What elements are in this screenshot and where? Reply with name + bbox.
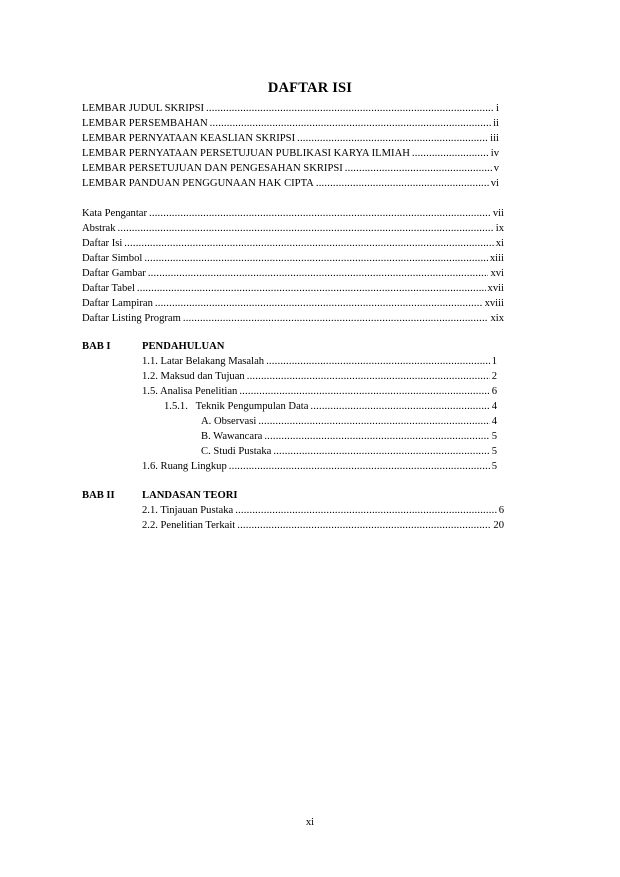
toc-entry-label: LEMBAR PERNYATAAN PERSETUJUAN PUBLIKASI KARYA ILMIAH bbox=[82, 148, 410, 159]
chapter-label: BAB II bbox=[82, 490, 115, 501]
leader-dots bbox=[118, 222, 494, 235]
chapter-title: PENDAHULUAN bbox=[142, 341, 225, 352]
leader-dots bbox=[247, 370, 490, 383]
leader-dots bbox=[258, 415, 489, 428]
toc-entry-label: 2.1. Tinjauan Pustaka bbox=[142, 505, 234, 516]
toc-entry-page: vi bbox=[490, 178, 499, 189]
toc-entry bbox=[82, 267, 504, 280]
toc-entry-label: B. Wawancara bbox=[201, 431, 263, 442]
toc-entry bbox=[82, 252, 504, 265]
leader-dots bbox=[264, 430, 489, 443]
toc-entry bbox=[142, 460, 497, 473]
leader-dots bbox=[316, 177, 489, 190]
leader-dots bbox=[124, 237, 493, 250]
toc-entry bbox=[82, 132, 499, 145]
toc-entry-label: Daftar Isi bbox=[82, 238, 123, 249]
toc-entry-label: 1.6. Ruang Lingkup bbox=[142, 461, 227, 472]
toc-entry-label: LEMBAR PERSETUJUAN DAN PENGESAHAN SKRIPSI bbox=[82, 163, 343, 174]
toc-entry bbox=[142, 370, 497, 383]
toc-entry bbox=[82, 237, 504, 250]
toc-entry-page: v bbox=[493, 163, 499, 174]
toc-entry-page: 2 bbox=[491, 371, 497, 382]
leader-dots bbox=[345, 162, 492, 175]
toc-entry-label: LEMBAR PERSEMBAHAN bbox=[82, 118, 208, 129]
toc-entry-label: Kata Pengantar bbox=[82, 208, 148, 219]
toc-entry-page: xviii bbox=[484, 298, 504, 309]
toc-entry-label: A. Observasi bbox=[201, 416, 257, 427]
toc-entry bbox=[82, 312, 504, 325]
leader-dots bbox=[273, 445, 489, 458]
toc-entry bbox=[201, 430, 497, 443]
toc-entry-label: C. Studi Pustaka bbox=[201, 446, 272, 457]
toc-entry bbox=[82, 222, 504, 235]
toc-entry-label: Daftar Lampiran bbox=[82, 298, 153, 309]
toc-entry bbox=[82, 147, 499, 160]
toc-entry bbox=[142, 385, 497, 398]
leader-dots bbox=[412, 147, 489, 160]
toc-entry-label: 1.5. Analisa Penelitian bbox=[142, 386, 238, 397]
toc-entry-page: ix bbox=[495, 223, 504, 234]
leader-dots bbox=[149, 207, 491, 220]
toc-entry-label: Daftar Gambar bbox=[82, 268, 146, 279]
toc-entry-page: 5 bbox=[491, 461, 497, 472]
page-title: DAFTAR ISI bbox=[267, 80, 353, 96]
toc-entry bbox=[201, 415, 497, 428]
toc-entry-page: 20 bbox=[493, 520, 504, 531]
toc-entry-page: xix bbox=[490, 313, 504, 324]
toc-entry-page: 4 bbox=[491, 416, 497, 427]
toc-entry-label: Daftar Tabel bbox=[82, 283, 135, 294]
toc-entry-label: LEMBAR PERNYATAAN KEASLIAN SKRIPSI bbox=[82, 133, 296, 144]
leader-dots bbox=[310, 400, 489, 413]
toc-entry-label: Abstrak bbox=[82, 223, 116, 234]
leader-dots bbox=[144, 252, 488, 265]
toc-entry-label: 1.5.1. Teknik Pengumpulan Data bbox=[164, 401, 309, 412]
toc-entry bbox=[82, 282, 504, 295]
leader-dots bbox=[237, 519, 491, 532]
toc-entry-page: i bbox=[496, 103, 499, 114]
chapter-label: BAB I bbox=[82, 341, 111, 352]
leader-dots bbox=[206, 102, 494, 115]
toc-entry bbox=[82, 297, 504, 310]
leader-dots bbox=[266, 355, 490, 368]
toc-entry-page: 5 bbox=[491, 446, 497, 457]
toc-entry-page: 6 bbox=[498, 505, 504, 516]
toc-entry-page: 6 bbox=[491, 386, 497, 397]
toc-entry bbox=[82, 177, 499, 190]
leader-dots bbox=[210, 117, 491, 130]
leader-dots bbox=[155, 297, 483, 310]
page-number: xi bbox=[305, 817, 315, 828]
toc-entry bbox=[82, 162, 499, 175]
leader-dots bbox=[137, 282, 486, 295]
toc-entry-page: xvi bbox=[490, 268, 504, 279]
toc-entry bbox=[82, 102, 499, 115]
toc-entry-page: xi bbox=[495, 238, 504, 249]
toc-entry-label: LEMBAR JUDUL SKRIPSI bbox=[82, 103, 205, 114]
toc-entry-page: ii bbox=[493, 118, 499, 129]
chapter-title: LANDASAN TEORI bbox=[142, 490, 238, 501]
leader-dots bbox=[148, 267, 489, 280]
toc-entry-label: 1.1. Latar Belakang Masalah bbox=[142, 356, 265, 367]
toc-entry-label: LEMBAR PANDUAN PENGGUNAAN HAK CIPTA bbox=[82, 178, 314, 189]
toc-entry-page: 4 bbox=[491, 401, 497, 412]
toc-entry-label: Daftar Listing Program bbox=[82, 313, 181, 324]
toc-entry-label: Daftar Simbol bbox=[82, 253, 143, 264]
toc-entry-page: xiii bbox=[489, 253, 504, 264]
leader-dots bbox=[183, 312, 489, 325]
toc-entry-label: 1.2. Maksud dan Tujuan bbox=[142, 371, 245, 382]
toc-entry bbox=[82, 117, 499, 130]
toc-entry-page: iii bbox=[490, 133, 499, 144]
leader-dots bbox=[297, 132, 488, 145]
toc-entry-page: vii bbox=[492, 208, 504, 219]
toc-entry-page: 5 bbox=[491, 431, 497, 442]
leader-dots bbox=[235, 504, 496, 517]
toc-entry bbox=[82, 207, 504, 220]
toc-entry-page: xvii bbox=[487, 283, 504, 294]
toc-entry bbox=[142, 355, 497, 368]
toc-entry bbox=[201, 445, 497, 458]
toc-entry-page: 1 bbox=[491, 356, 497, 367]
leader-dots bbox=[239, 385, 489, 398]
toc-entry-label: 2.2. Penelitian Terkait bbox=[142, 520, 236, 531]
toc-entry bbox=[142, 504, 504, 517]
leader-dots bbox=[229, 460, 490, 473]
toc-entry bbox=[164, 400, 497, 413]
toc-entry bbox=[142, 519, 504, 532]
toc-entry-page: iv bbox=[490, 148, 499, 159]
